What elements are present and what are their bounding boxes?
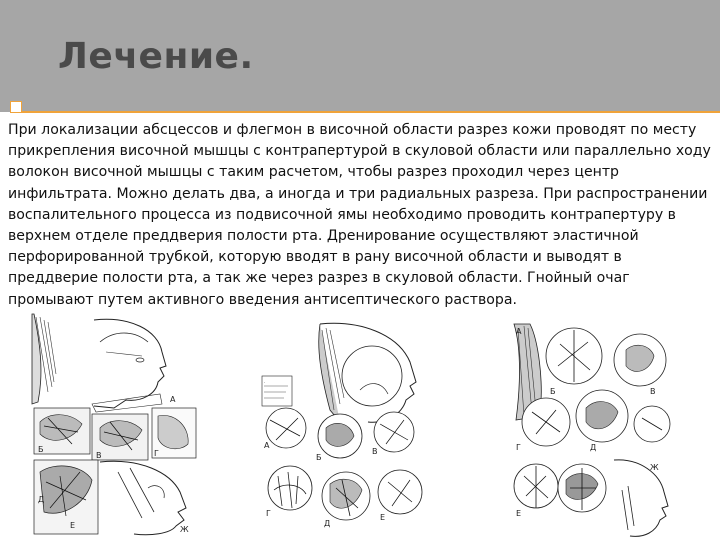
fig3-label-b: Б <box>550 387 556 396</box>
fig2-label-d: Д <box>324 519 331 528</box>
fig3-label-a: А <box>516 327 522 336</box>
fig3-label-d: Д <box>590 443 597 452</box>
accent-line <box>22 111 720 113</box>
fig2-label-g: Г <box>266 509 271 518</box>
fig1-label-b: Б <box>38 445 44 454</box>
body-paragraph: При локализации абсцессов и флегмон в височной области разрез кожи проводят по месту прикрепления височной мышцы с контрапертурой в скуловой области или параллельно ходу волокон височной мышцы с таким расчетом, чтобы разрез проходил через центр инфильтрата. Можно делать два, а иногда и три радиальных разреза. При распространении воспалительного процесса из подвисочной ямы необходимо проводить контрапертуру в верхнем отделе преддверия полости рта. Дренирование осуществляют эластичной перфорированной трубкой, которую вводят в рану височной области и выводят в преддверие полости рта, а так же через разрез в скуловой области. Гнойный очаг промывают путем активного введения антисептического раствора. <box>8 122 711 308</box>
fig3-label-zh: Ж <box>650 463 659 472</box>
fig2-label-v: В <box>372 447 378 456</box>
fig1-label-g: Г <box>154 449 159 458</box>
fig1-label-zh: Ж <box>180 525 189 534</box>
accent-square <box>10 101 22 113</box>
fig3-label-g: Г <box>516 443 521 452</box>
fig2-label-b: Б <box>316 453 322 462</box>
fig1-label-v: В <box>96 451 102 460</box>
surgical-illustration-2 <box>260 320 428 540</box>
fig3-label-e: Е <box>516 509 522 518</box>
fig1-label-d: Д <box>38 495 45 504</box>
slide-title: Лечение. <box>58 36 254 77</box>
fig1-label-a: А <box>170 395 176 404</box>
fig2-label-a: А <box>264 441 270 450</box>
fig2-tiny-label: · <box>264 380 266 385</box>
surgical-illustration-1 <box>30 312 198 538</box>
fig2-label-e: Е <box>380 513 386 522</box>
fig3-label-v: В <box>650 387 656 396</box>
fig1-label-e: Е <box>70 521 76 530</box>
surgical-illustration-3 <box>510 320 672 540</box>
